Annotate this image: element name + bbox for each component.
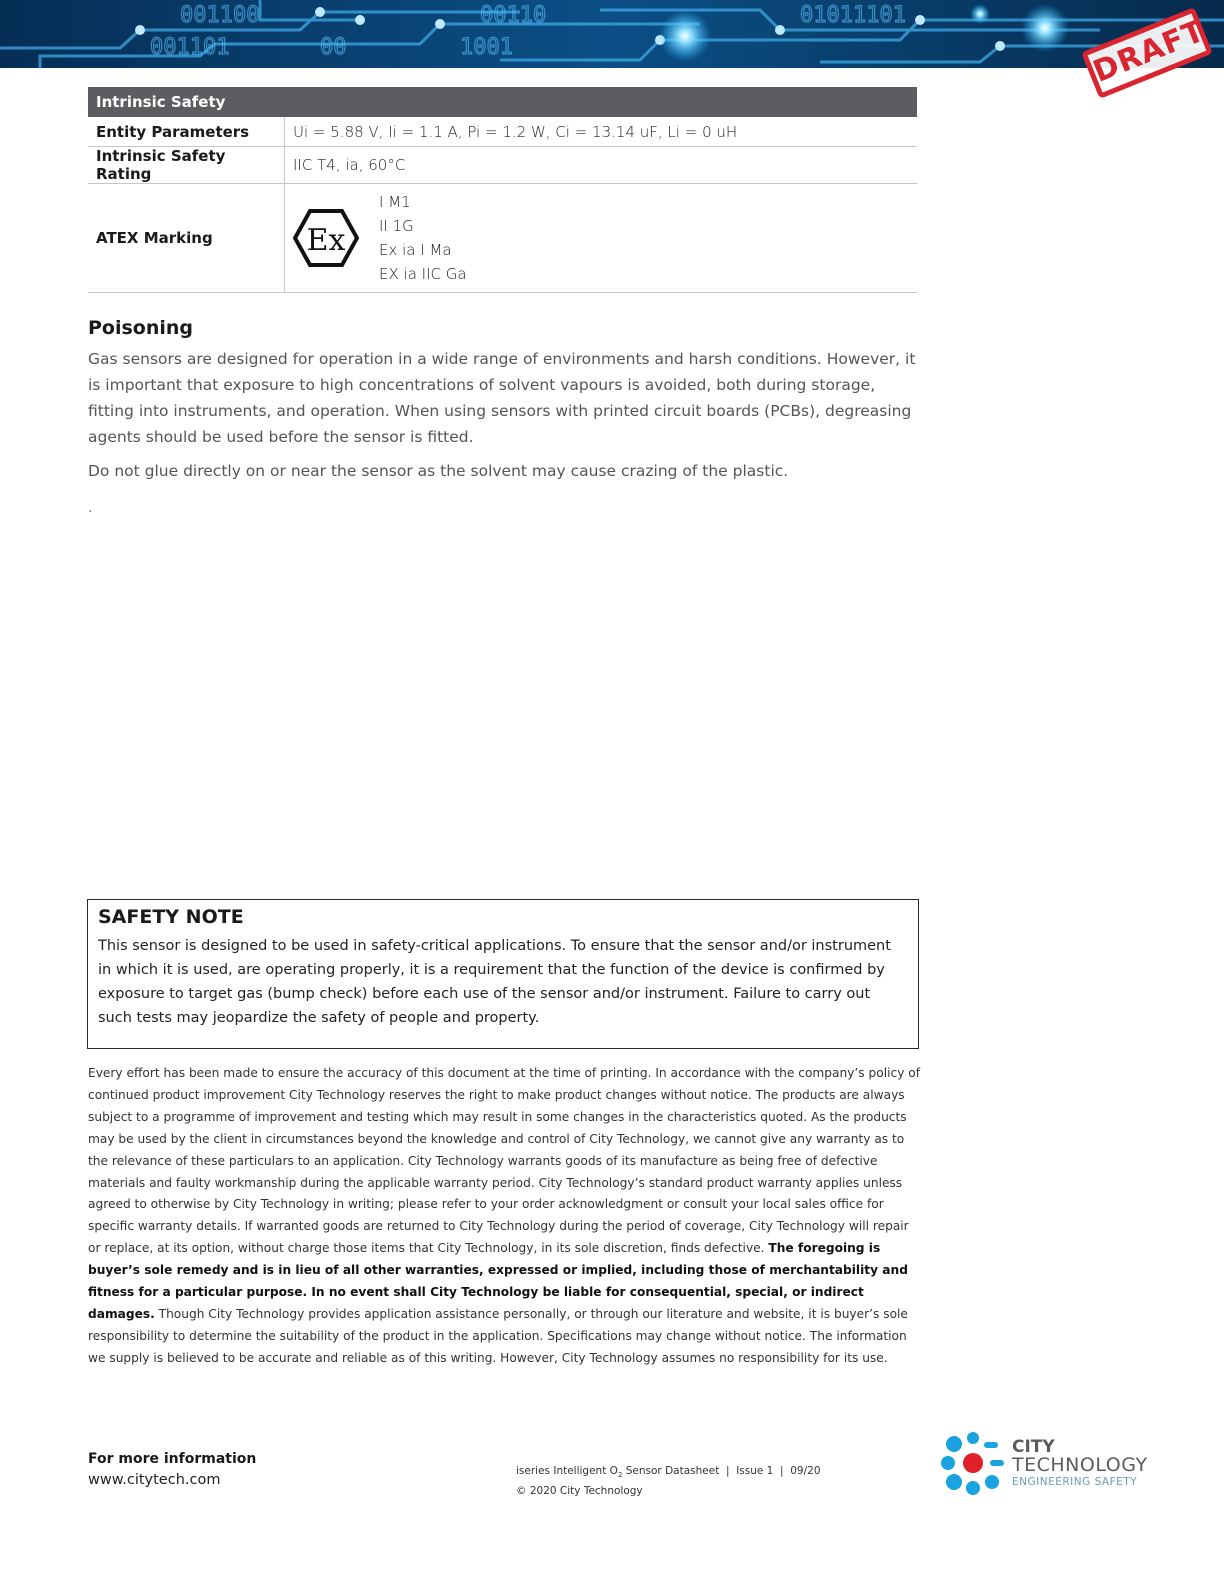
copyright: © 2020 City Technology xyxy=(516,1485,643,1498)
disclaimer-bold: The foregoing is buyer’s sole remedy and is in lieu of all other warranties, expressed or implied, including those of merchantability and fitness for a particular purpose. In no event shall City Technology be liable for consequential, special, or indirect damages. xyxy=(88,1241,908,1321)
table-row xyxy=(88,117,917,147)
city-technology-logo xyxy=(940,1430,1148,1496)
svg-text:1001: 1001 xyxy=(460,35,513,60)
disclaimer-part-2: Though City Technology provides application assistance personally, or through our literature and website, it is buyer’s sole responsibility to determine the suitability of the product in the application. Specifications may change without notice. The information we supply is believed to be accurate and reliable as of this writing. However, City Technology assumes no responsibility for its use. xyxy=(88,1306,908,1365)
logo-mark-icon xyxy=(940,1430,1006,1496)
atex-line: II 1G xyxy=(379,217,414,235)
disclaimer-part-1: Every effort has been made to ensure the accuracy of this document at the time of printing. In accordance with the company’s policy of continued product improvement City Technology reserves the right to make product changes without notice. The products are always subject to a programme of improvement and testing which may result in some changes in the characteristics quoted. As the products may be used by the client in circumstances beyond the knowledge and control of City Technology, we cannot give any warranty as to the relevance of these particulars to an application. City Technology warrants goods of its manufacture as being free of defective materials and faulty workmanship during the applicable warranty period. City Technology’s standard product warranty applies unless agreed to otherwise by City Technology in writing; please refer to your order acknowledgment or consult your local sales office for specific warranty details. If warranted goods are returned to City Technology during the period of coverage, City Technology will repair or replace, at its option, without charge those items that City Technology, in its sole discretion, finds defective. xyxy=(88,1066,921,1256)
atex-line: EX ia IIC Ga xyxy=(379,265,467,283)
table-row xyxy=(88,147,917,184)
svg-text:Ex: Ex xyxy=(306,223,346,258)
logo-city: CITY xyxy=(1012,1436,1055,1457)
disclaimer-text xyxy=(88,1063,924,1370)
doc-title-suffix: Sensor Datasheet | Issue 1 | 09/20 xyxy=(622,1465,821,1477)
table-header-intrinsic-safety: Intrinsic Safety xyxy=(88,87,917,117)
logo-tagline: ENGINEERING SAFETY xyxy=(1012,1475,1138,1488)
atex-marking-label: ATEX Marking xyxy=(88,184,285,293)
ex-hexagon-icon xyxy=(293,209,359,267)
safety-rating-label: Intrinsic Safety Rating xyxy=(88,147,285,184)
safety-note-box xyxy=(87,899,919,1049)
more-info-label: For more information xyxy=(88,1451,257,1467)
atex-lines xyxy=(379,190,467,286)
document-title-line xyxy=(516,1463,821,1483)
doc-title-subscript: 2 xyxy=(617,1471,623,1480)
poisoning-paragraph-2: Do not glue directly on or near the sensor as the solvent may cause crazing of the plastic. xyxy=(88,462,789,480)
svg-text:01011101: 01011101 xyxy=(800,3,906,28)
header-banner-image xyxy=(0,0,1224,68)
safety-note-title: SAFETY NOTE xyxy=(98,906,244,928)
poisoning-paragraph-1: Gas sensors are designed for operation in a wide range of environments and harsh conditions. However, it is important that exposure to high concentrations of solvent vapours is avoided, both during storage, fitting into instruments, and operation. When using sensors with printed circuit boards (PCBs), degreasing agents should be used before the sensor is fitted. xyxy=(88,350,916,446)
entity-parameters-label: Entity Parameters xyxy=(88,117,285,147)
svg-text:001100: 001100 xyxy=(180,3,260,28)
svg-text:001101: 001101 xyxy=(150,35,230,60)
draft-stamp: DRAFT xyxy=(1081,7,1213,99)
logo-technology: TECHNOLOGY xyxy=(1012,1453,1148,1476)
svg-text:00: 00 xyxy=(320,35,347,60)
website-link[interactable]: www.citytech.com xyxy=(88,1472,221,1488)
atex-line: Ex ia I Ma xyxy=(379,241,452,259)
document-footer-meta xyxy=(516,1463,821,1499)
doc-title-prefix: iseries Intelligent O xyxy=(516,1465,618,1477)
stray-period: . xyxy=(88,500,93,516)
safety-note-text: This sensor is designed to be used in safety-critical applications. To ensure that the sensor and/or instrument in which it is used, are operating properly, it is a requirement that the function of the device is confirmed by exposure to target gas (bump check) before each use of the sensor and/or instrument. Failure to carry out such tests may jeopardize the safety of people and property. xyxy=(98,938,891,1026)
table-row xyxy=(88,184,917,293)
atex-marking-value xyxy=(285,184,918,293)
atex-line: I M1 xyxy=(379,193,411,211)
intrinsic-safety-table xyxy=(88,87,917,293)
entity-parameters-value: Ui = 5.88 V, Ii = 1.1 A, Pi = 1.2 W, Ci = 13.14 uF, Li = 0 uH xyxy=(285,117,918,147)
poisoning-heading: Poisoning xyxy=(88,317,194,339)
svg-text:00110: 00110 xyxy=(480,3,547,28)
more-info-block xyxy=(88,1451,256,1488)
safety-rating-value: IIC T4, ia, 60°C xyxy=(285,147,918,184)
